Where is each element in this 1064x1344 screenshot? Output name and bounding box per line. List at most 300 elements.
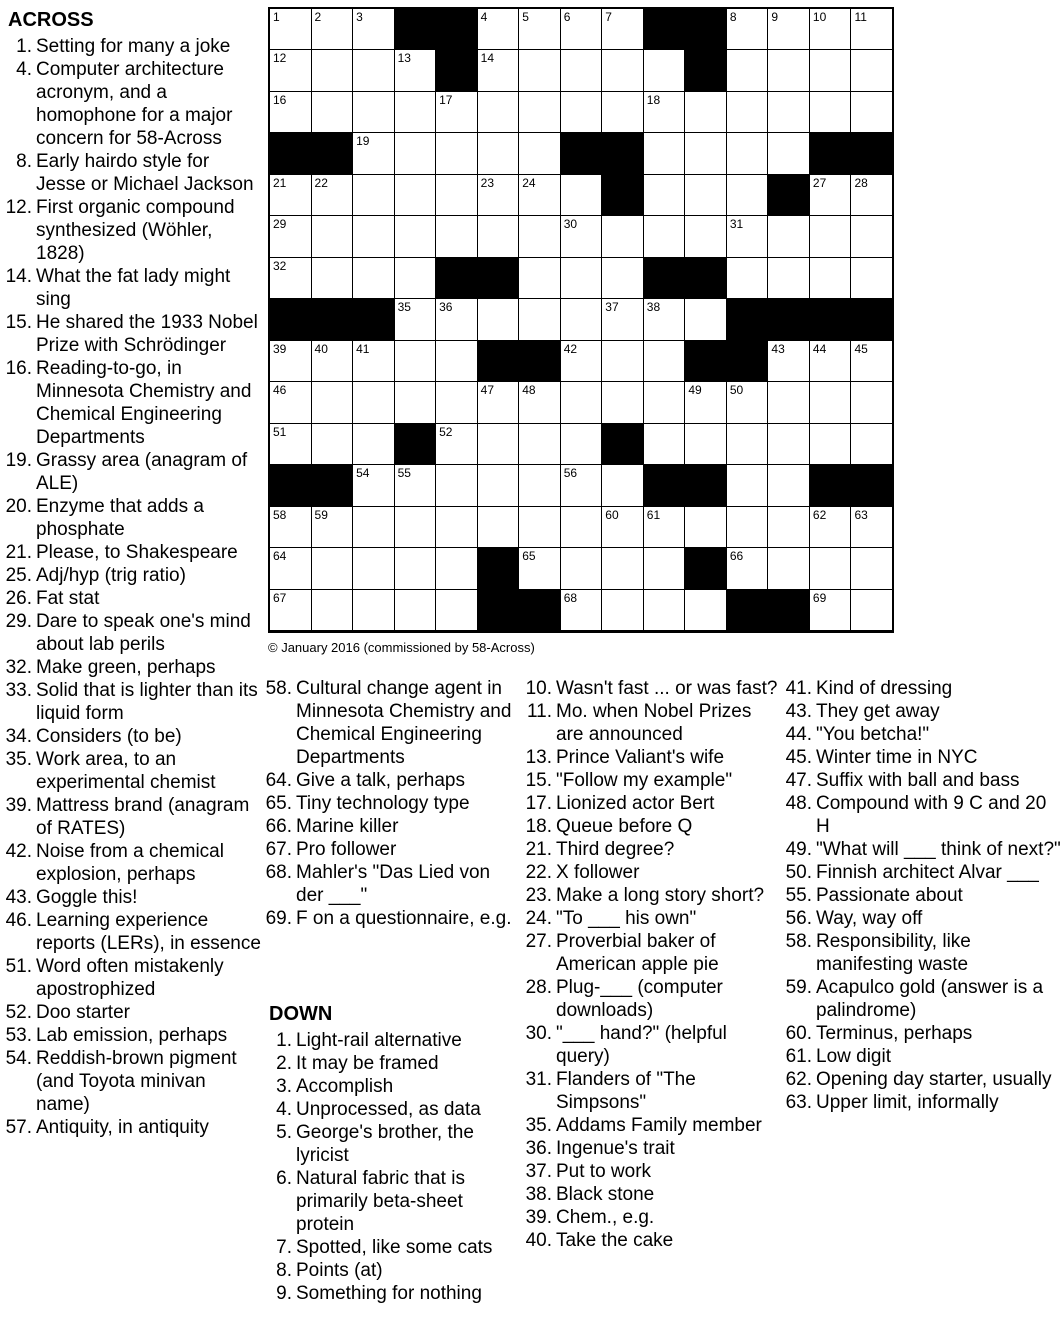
clue-number: 16.: [5, 358, 32, 379]
grid-block: [685, 341, 726, 381]
grid-cell[interactable]: [436, 548, 477, 588]
clue-item: [780, 838, 1062, 861]
grid-cell[interactable]: [519, 507, 560, 547]
grid-cell[interactable]: [395, 216, 436, 256]
cell-number: 31: [729, 217, 744, 232]
grid-block: [519, 341, 560, 381]
clue-item: [520, 677, 782, 700]
clue-item: [0, 679, 262, 725]
grid-block: [685, 258, 726, 298]
cell-number: 40: [314, 341, 328, 356]
grid-cell[interactable]: [395, 548, 436, 588]
grid-cell[interactable]: [768, 258, 809, 298]
cell-number: 11: [854, 10, 867, 24]
clue-text: Low digit: [816, 1046, 891, 1067]
grid-block: [768, 590, 809, 630]
grid-cell[interactable]: [851, 424, 892, 464]
cell-number: 6: [563, 10, 571, 24]
cell-number: 22: [314, 175, 328, 190]
clue-text: Reddish-brown pigment (and Toyota minivan name): [36, 1048, 237, 1115]
grid-cell[interactable]: [727, 50, 768, 90]
grid-cell[interactable]: [395, 590, 436, 630]
grid-cell[interactable]: [644, 424, 685, 464]
clue-text: "___ hand?" (helpful query): [556, 1023, 727, 1067]
grid-cell[interactable]: [436, 133, 477, 173]
grid-cell[interactable]: [353, 590, 394, 630]
grid-cell[interactable]: [270, 258, 311, 298]
grid-cell[interactable]: [395, 133, 436, 173]
clue-item: [780, 746, 1062, 769]
clue-number: 27.: [525, 931, 552, 952]
cell-number: 37: [605, 300, 619, 315]
grid-cell[interactable]: [395, 299, 436, 339]
clue-text: Antiquity, in antiquity: [36, 1117, 209, 1138]
clue-item: [520, 1206, 782, 1229]
grid-cell[interactable]: [727, 465, 768, 505]
grid-cell[interactable]: [312, 9, 353, 49]
grid-cell[interactable]: [353, 175, 394, 215]
grid-cell[interactable]: [561, 465, 602, 505]
grid-cell[interactable]: [395, 341, 436, 381]
grid-cell[interactable]: [685, 216, 726, 256]
grid-cell[interactable]: [727, 382, 768, 422]
grid-cell[interactable]: [602, 9, 643, 49]
grid-cell[interactable]: [436, 382, 477, 422]
clue-number: 10.: [525, 678, 552, 699]
clue-text: What the fat lady might sing: [36, 266, 231, 310]
grid-cell[interactable]: [851, 9, 892, 49]
grid-cell[interactable]: [353, 341, 394, 381]
clue-number: 64.: [265, 770, 292, 791]
grid-cell[interactable]: [519, 9, 560, 49]
grid-cell[interactable]: [270, 216, 311, 256]
grid-cell[interactable]: [353, 465, 394, 505]
grid-cell[interactable]: [478, 175, 519, 215]
grid-cell[interactable]: [270, 9, 311, 49]
grid-cell[interactable]: [851, 258, 892, 298]
grid-cell[interactable]: [353, 92, 394, 132]
grid-cell[interactable]: [768, 424, 809, 464]
grid-cell[interactable]: [851, 216, 892, 256]
cell-number: 49: [688, 383, 702, 398]
grid-cell[interactable]: [685, 590, 726, 630]
grid-cell[interactable]: [644, 341, 685, 381]
grid-block: [727, 299, 768, 339]
grid-cell[interactable]: [519, 133, 560, 173]
clue-number: 38.: [525, 1184, 552, 1205]
clue-text: Dare to speak one's mind about lab perils: [36, 611, 251, 655]
grid-cell[interactable]: [436, 507, 477, 547]
grid-cell[interactable]: [602, 216, 643, 256]
grid-cell[interactable]: [644, 548, 685, 588]
grid-cell[interactable]: [312, 590, 353, 630]
clue-number: 24.: [525, 908, 552, 929]
clue-item: [260, 1259, 522, 1282]
grid-cell[interactable]: [353, 133, 394, 173]
clue-item: [520, 1114, 782, 1137]
grid-cell[interactable]: [395, 50, 436, 90]
clue-item: [520, 838, 782, 861]
grid-cell[interactable]: [312, 341, 353, 381]
grid-cell[interactable]: [353, 548, 394, 588]
grid-cell[interactable]: [270, 175, 311, 215]
grid-cell[interactable]: [561, 92, 602, 132]
clue-text: Fat stat: [36, 588, 100, 609]
grid-cell[interactable]: [478, 424, 519, 464]
grid-cell[interactable]: [851, 175, 892, 215]
grid-cell[interactable]: [395, 382, 436, 422]
clue-number: 48.: [785, 793, 812, 814]
clue-text: "Follow my example": [556, 770, 733, 791]
grid-cell[interactable]: [810, 382, 851, 422]
clue-number: 15.: [525, 770, 552, 791]
clue-text: Early hairdo style for Jesse or Michael Jackson: [36, 151, 254, 195]
cell-number: 44: [812, 341, 827, 356]
grid-cell[interactable]: [851, 548, 892, 588]
grid-cell[interactable]: [602, 465, 643, 505]
grid-block: [685, 50, 726, 90]
grid-cell[interactable]: [270, 590, 311, 630]
grid-cell[interactable]: [519, 258, 560, 298]
grid-cell[interactable]: [312, 175, 353, 215]
clue-number: 4.: [276, 1099, 292, 1120]
grid-cell[interactable]: [768, 92, 809, 132]
cell-number: 34: [688, 258, 702, 273]
grid-block: [561, 133, 602, 173]
clue-number: 21.: [5, 542, 32, 563]
clue-item: [0, 58, 262, 150]
grid-cell[interactable]: [768, 216, 809, 256]
grid-cell[interactable]: [561, 507, 602, 547]
clue-item: [0, 886, 262, 909]
cell-number: 2: [314, 10, 322, 24]
grid-cell[interactable]: [810, 9, 851, 49]
clue-item: [260, 1075, 522, 1098]
grid-cell[interactable]: [478, 382, 519, 422]
cell-number: 42: [563, 341, 578, 356]
grid-block: [270, 465, 311, 505]
cell-number: 52: [439, 424, 453, 439]
grid-cell[interactable]: [602, 92, 643, 132]
grid-cell[interactable]: [602, 548, 643, 588]
grid-cell[interactable]: [644, 216, 685, 256]
grid-block: [768, 175, 809, 215]
grid-cell[interactable]: [478, 216, 519, 256]
grid-cell[interactable]: [353, 382, 394, 422]
grid-cell[interactable]: [602, 341, 643, 381]
grid-cell[interactable]: [727, 175, 768, 215]
grid-cell[interactable]: [436, 92, 477, 132]
cell-number: 63: [854, 507, 868, 522]
grid-cell[interactable]: [353, 258, 394, 298]
clue-number: 53.: [5, 1025, 32, 1046]
grid-cell[interactable]: [727, 548, 768, 588]
grid-cell[interactable]: [685, 175, 726, 215]
cell-number: 54: [356, 466, 370, 481]
grid-cell[interactable]: [519, 175, 560, 215]
cell-number: 9: [771, 10, 779, 24]
clue-number: 57.: [5, 1117, 32, 1138]
grid-cell[interactable]: [519, 465, 560, 505]
grid-cell[interactable]: [851, 382, 892, 422]
grid-cell[interactable]: [602, 382, 643, 422]
clue-item: [0, 265, 262, 311]
grid-cell[interactable]: [312, 548, 353, 588]
grid-cell[interactable]: [395, 465, 436, 505]
grid-cell[interactable]: [561, 341, 602, 381]
clue-item: [260, 838, 522, 861]
grid-cell[interactable]: [312, 258, 353, 298]
grid-cell[interactable]: [602, 258, 643, 298]
grid-cell[interactable]: [685, 299, 726, 339]
clue-item: [0, 725, 262, 748]
clue-number: 15.: [5, 312, 32, 333]
grid-cell[interactable]: [768, 9, 809, 49]
clue-item: [520, 746, 782, 769]
grid-cell[interactable]: [561, 548, 602, 588]
grid-cell[interactable]: [768, 50, 809, 90]
cell-number: 14: [480, 51, 495, 66]
grid-cell[interactable]: [478, 9, 519, 49]
grid-cell[interactable]: [436, 299, 477, 339]
clue-number: 22.: [525, 862, 552, 883]
grid-cell[interactable]: [270, 92, 311, 132]
grid-block: [644, 258, 685, 298]
down-clues-col3: [520, 677, 782, 1252]
grid-cell[interactable]: [561, 50, 602, 90]
grid-cell[interactable]: [312, 382, 353, 422]
grid-cell[interactable]: [644, 92, 685, 132]
grid-cell[interactable]: [270, 382, 311, 422]
clue-item: [0, 955, 262, 1001]
grid-cell[interactable]: [727, 216, 768, 256]
grid-cell[interactable]: [395, 258, 436, 298]
grid-cell[interactable]: [810, 258, 851, 298]
grid-cell[interactable]: [810, 590, 851, 630]
clue-text: Way, way off: [816, 908, 923, 929]
grid-cell[interactable]: [602, 507, 643, 547]
grid-cell[interactable]: [727, 258, 768, 298]
grid-cell[interactable]: [478, 92, 519, 132]
grid-block: [727, 590, 768, 630]
grid-cell[interactable]: [519, 548, 560, 588]
clue-text: Noise from a chemical explosion, perhaps: [36, 841, 224, 885]
grid-cell[interactable]: [270, 548, 311, 588]
clue-text: Terminus, perhaps: [816, 1023, 973, 1044]
grid-cell[interactable]: [851, 92, 892, 132]
clue-number: 41.: [785, 678, 812, 699]
clue-text: Solid that is lighter than its liquid form: [36, 680, 258, 724]
clue-number: 36.: [525, 1138, 552, 1159]
clue-item: [520, 1229, 782, 1252]
grid-cell[interactable]: [395, 92, 436, 132]
grid-cell[interactable]: [851, 507, 892, 547]
grid-cell[interactable]: [561, 299, 602, 339]
grid-cell[interactable]: [353, 216, 394, 256]
cell-number: 36: [439, 300, 453, 315]
grid-cell[interactable]: [519, 50, 560, 90]
clue-text: Natural fabric that is primarily beta-sheet protein: [296, 1168, 465, 1235]
grid-cell[interactable]: [810, 216, 851, 256]
grid-cell[interactable]: [810, 548, 851, 588]
cell-number: 66: [729, 549, 744, 564]
grid-cell[interactable]: [561, 175, 602, 215]
across-clues-col1: [0, 35, 262, 1139]
grid-cell[interactable]: [810, 175, 851, 215]
clue-number: 33.: [5, 680, 32, 701]
grid-block: [478, 341, 519, 381]
grid-cell[interactable]: [810, 50, 851, 90]
clue-text: Ingenue's trait: [556, 1138, 675, 1159]
grid-cell[interactable]: [602, 299, 643, 339]
grid-cell[interactable]: [644, 382, 685, 422]
across-clues-col2: [260, 677, 522, 930]
cell-number: 51: [273, 424, 287, 439]
grid-cell[interactable]: [851, 50, 892, 90]
grid-block: [478, 590, 519, 630]
grid-cell[interactable]: [644, 590, 685, 630]
clue-item: [0, 1047, 262, 1116]
grid-cell[interactable]: [685, 382, 726, 422]
clue-item: [0, 656, 262, 679]
clue-text: Spotted, like some cats: [296, 1237, 493, 1258]
clue-number: 13.: [525, 747, 552, 768]
grid-cell[interactable]: [851, 590, 892, 630]
grid-cell[interactable]: [270, 424, 311, 464]
grid-cell[interactable]: [270, 50, 311, 90]
grid-cell[interactable]: [436, 590, 477, 630]
cell-number: 50: [729, 383, 744, 398]
grid-cell[interactable]: [436, 175, 477, 215]
grid-cell[interactable]: [353, 507, 394, 547]
grid-cell[interactable]: [312, 50, 353, 90]
clue-number: 45.: [785, 747, 812, 768]
grid-cell[interactable]: [478, 133, 519, 173]
grid-cell[interactable]: [727, 424, 768, 464]
grid-cell[interactable]: [312, 216, 353, 256]
clue-item: [780, 1022, 1062, 1045]
grid-cell[interactable]: [602, 590, 643, 630]
grid-cell[interactable]: [644, 133, 685, 173]
grid-cell[interactable]: [768, 465, 809, 505]
clue-text: "What will ___ think of next?": [816, 839, 1061, 860]
grid-cell[interactable]: [519, 382, 560, 422]
grid-cell[interactable]: [768, 341, 809, 381]
grid-cell[interactable]: [727, 92, 768, 132]
grid-cell[interactable]: [519, 424, 560, 464]
grid-cell[interactable]: [810, 92, 851, 132]
clue-item: [260, 769, 522, 792]
clue-number: 1.: [276, 1030, 292, 1051]
clue-text: Take the cake: [556, 1230, 674, 1251]
grid-block: [395, 424, 436, 464]
grid-cell[interactable]: [810, 507, 851, 547]
grid-cell[interactable]: [561, 258, 602, 298]
grid-cell[interactable]: [353, 424, 394, 464]
clue-text: Put to work: [556, 1161, 652, 1182]
cell-number: 15: [688, 51, 702, 66]
clue-item: [520, 1183, 782, 1206]
clue-number: 20.: [5, 496, 32, 517]
grid-cell[interactable]: [768, 507, 809, 547]
grid-cell[interactable]: [478, 465, 519, 505]
grid-cell[interactable]: [810, 341, 851, 381]
grid-cell[interactable]: [727, 9, 768, 49]
grid-cell[interactable]: [727, 133, 768, 173]
grid-block: [436, 9, 477, 49]
grid-cell[interactable]: [644, 507, 685, 547]
grid-cell[interactable]: [478, 299, 519, 339]
clue-text: Wasn't fast ... or was fast?: [556, 678, 778, 699]
grid-cell[interactable]: [353, 9, 394, 49]
grid-cell[interactable]: [768, 382, 809, 422]
grid-cell[interactable]: [519, 216, 560, 256]
cell-number: 28: [854, 175, 868, 190]
grid-cell[interactable]: [561, 590, 602, 630]
clue-text: Something for nothing: [296, 1283, 482, 1304]
grid-cell[interactable]: [561, 424, 602, 464]
grid-cell[interactable]: [519, 299, 560, 339]
grid-block: [810, 465, 851, 505]
grid-cell[interactable]: [768, 548, 809, 588]
grid-cell[interactable]: [312, 92, 353, 132]
clue-text: Prince Valiant's wife: [556, 747, 725, 768]
grid-cell[interactable]: [685, 507, 726, 547]
grid-cell[interactable]: [685, 133, 726, 173]
grid-cell[interactable]: [270, 507, 311, 547]
cell-number: 64: [273, 549, 287, 564]
grid-cell[interactable]: [561, 216, 602, 256]
clue-number: 11.: [526, 701, 552, 722]
grid-cell[interactable]: [436, 424, 477, 464]
grid-cell[interactable]: [561, 382, 602, 422]
grid-cell[interactable]: [768, 133, 809, 173]
grid-cell[interactable]: [436, 465, 477, 505]
clue-item: [520, 1137, 782, 1160]
grid-cell[interactable]: [436, 216, 477, 256]
cell-number: 32: [273, 258, 287, 273]
grid-cell[interactable]: [312, 507, 353, 547]
clue-number: 42.: [5, 841, 32, 862]
grid-cell[interactable]: [395, 175, 436, 215]
grid-cell[interactable]: [644, 299, 685, 339]
clue-number: 43.: [785, 701, 812, 722]
grid-block: [727, 341, 768, 381]
grid-cell[interactable]: [436, 341, 477, 381]
clue-text: Considers (to be): [36, 726, 182, 747]
grid-cell[interactable]: [478, 50, 519, 90]
grid-cell[interactable]: [810, 424, 851, 464]
grid-cell[interactable]: [312, 424, 353, 464]
grid-cell[interactable]: [685, 424, 726, 464]
grid-cell[interactable]: [644, 175, 685, 215]
clue-item: [520, 769, 782, 792]
grid-cell[interactable]: [478, 507, 519, 547]
grid-cell[interactable]: [519, 92, 560, 132]
grid-cell[interactable]: [270, 341, 311, 381]
grid-cell[interactable]: [685, 92, 726, 132]
clue-number: 50.: [785, 862, 812, 883]
grid-cell[interactable]: [395, 507, 436, 547]
grid-cell[interactable]: [644, 50, 685, 90]
grid-cell[interactable]: [602, 50, 643, 90]
grid-cell[interactable]: [727, 507, 768, 547]
grid-cell[interactable]: [561, 9, 602, 49]
clue-number: 54.: [5, 1048, 32, 1069]
grid-cell[interactable]: [851, 341, 892, 381]
clue-text: First organic compound synthesized (Wöhler, 1828): [36, 197, 235, 264]
grid-cell[interactable]: [353, 50, 394, 90]
